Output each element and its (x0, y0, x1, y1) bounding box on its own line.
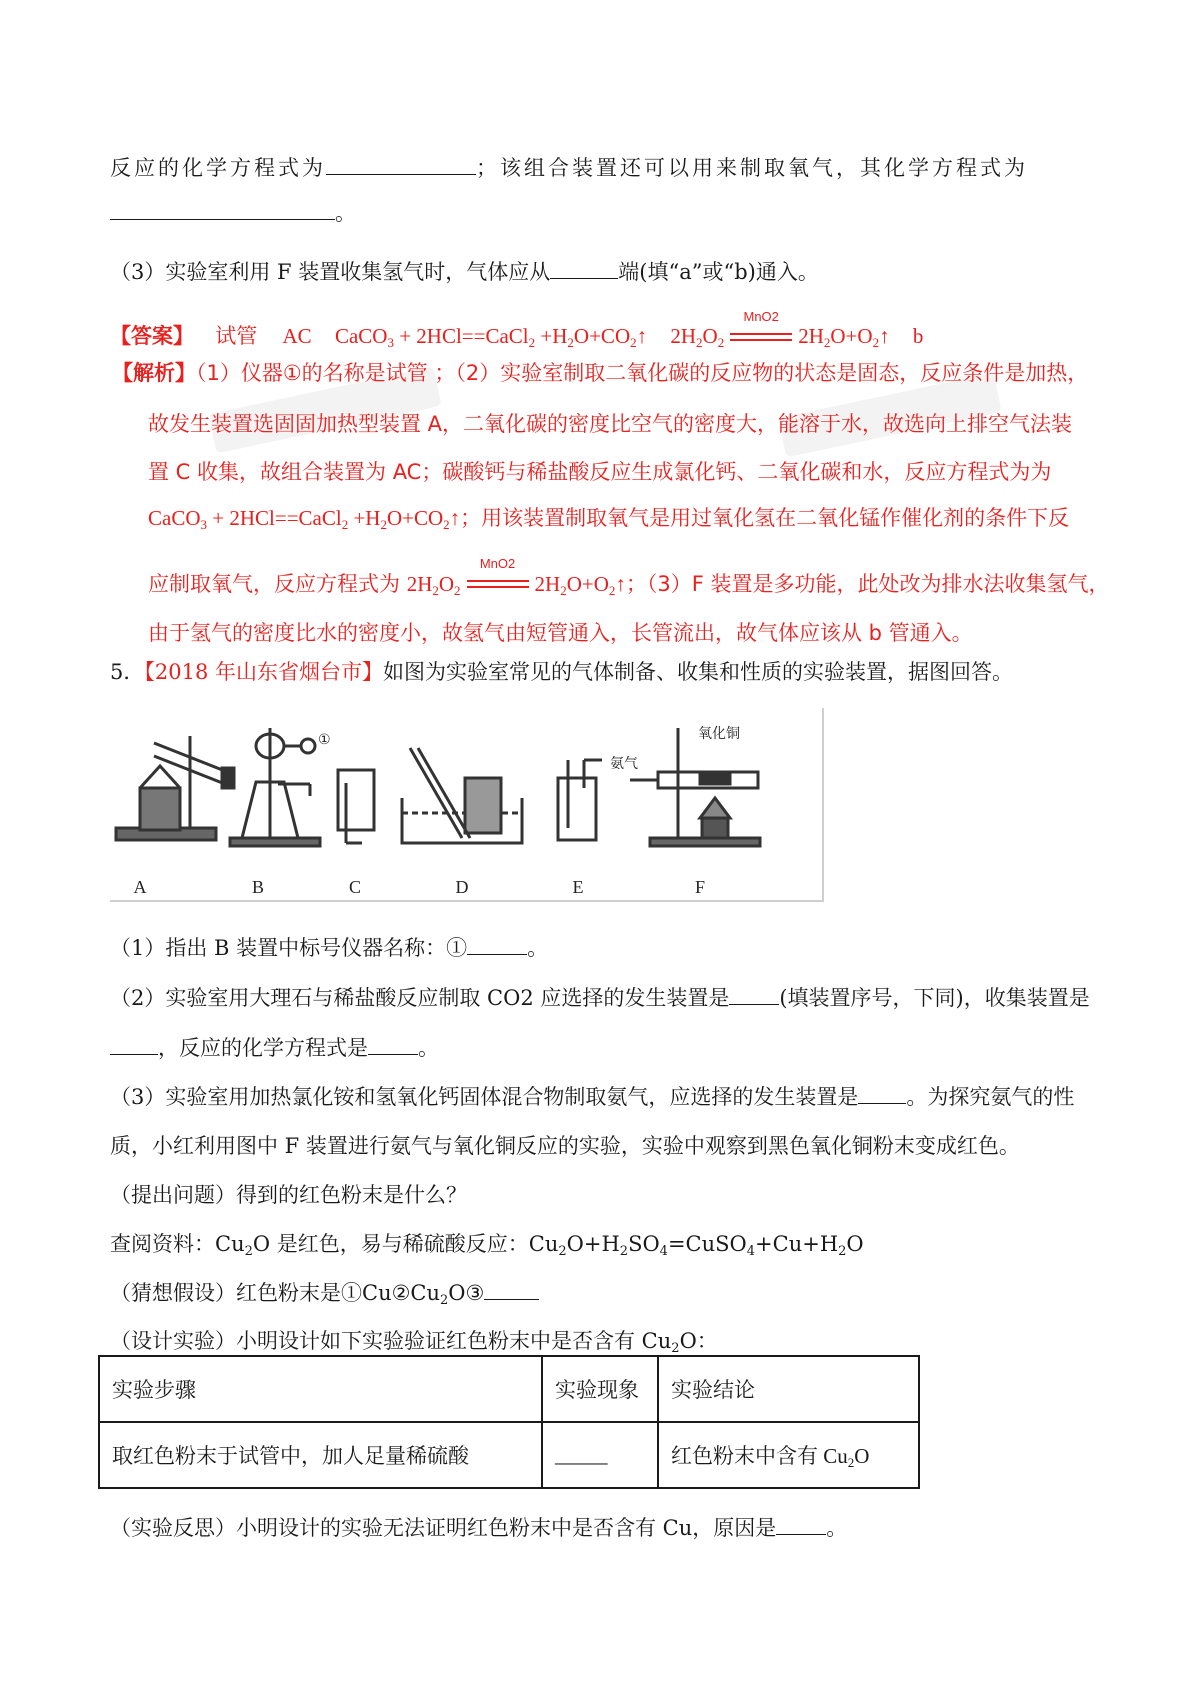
analysis-line-1: 【解析】（1）仪器①的名称是试管 ；（2）实验室制取二氧化碳的反应物的状态是固态，反应条件是加热， (112, 361, 1089, 385)
analysis-line-6: 由于氢气的密度比水的密度小，故氢气由短管通入，长管流出，故气体应该从 b 管通入。 (148, 621, 973, 645)
answer-blank[interactable] (467, 936, 527, 955)
apparatus-a (116, 736, 234, 840)
q5-part2-line2: ，反应的化学方程式是 。 (110, 1032, 1105, 1062)
answer-tag: 【答案】 (110, 324, 194, 348)
apparatus-diagram (110, 708, 822, 900)
q5-problem: （提出问题）得到的红色粉末是什么？ (110, 1183, 467, 1207)
q5-part3-line2: 质，小红利用图中 F 装置进行氨气与氧化铜反应的实验，实验中观察到黑色氧化铜粉末变成红色。 (110, 1134, 1020, 1158)
answer-blank[interactable] (326, 156, 476, 175)
fig-label-d: D (455, 877, 469, 897)
q5-hypothesis: （猜想假设）红色粉末是$①Cu②Cu_2O③$ (110, 1277, 1105, 1308)
analysis-line-4: CaCO$_3$ + 2HCl==CaCl$_2$ $+H_2O+CO_2↑$；用该装置制取氧气是用过氧化氢在二氧化锰作催化剂的条件下反 (148, 506, 1070, 532)
catalyst-arrow: MnO2 (467, 574, 529, 596)
fig-cuo-label: 氧化铜 (698, 726, 740, 742)
q5-reflection: （实验反思）小明设计的实验无法证明红色粉末中是否含有 Cu，原因是 。 (110, 1516, 848, 1540)
table-cell-phenomenon[interactable]: _____ (542, 1422, 658, 1488)
q5-part2-line1: （2）实验室用大理石与稀盐酸反应制取 CO2 应选择的发生装置是 (填装置序号，下同)，收集装置是 (110, 986, 1090, 1010)
answer-line: 【答案】 试管 AC CaCO$_3$ + 2HCl==CaCl$_2$ $+H_2O+CO_2↑$ $2H_2O_2$ MnO2 $2H_2O+O_2↑$ b (110, 309, 924, 350)
table-cell-step: 取红色粉末于试管中，加人足量稀硫酸 (99, 1422, 542, 1488)
apparatus-e (558, 760, 602, 840)
q5-design: （设计实验）小明设计如下实验验证红色粉末中是否含有 $Cu_2O$： (110, 1329, 718, 1356)
apparatus-d (402, 748, 522, 843)
answer-blank[interactable] (110, 1036, 158, 1055)
answer-blank[interactable] (110, 201, 335, 220)
table-header-row (99, 1356, 919, 1422)
answer-blank[interactable] (729, 986, 779, 1005)
table-header: 实验现象 (542, 1356, 658, 1422)
fig-ammonia-label: 氨气 (610, 756, 638, 772)
table-cell-conclusion: 红色粉末中含有 $Cu_2O$ (658, 1422, 919, 1488)
apparatus-f (630, 728, 760, 846)
apparatus-c (338, 770, 374, 843)
fig-label-e: E (572, 877, 584, 897)
q5-stem: 5．【2018 年山东省烟台市】如图为实验室常见的气体制备、收集和性质的实验装置，据图回答。 (110, 660, 1013, 684)
catalyst-arrow: MnO2 (730, 327, 792, 349)
q5-part1: （1）指出 B 装置中标号仪器名称：① 。 (110, 936, 549, 960)
experiment-table (98, 1355, 920, 1489)
analysis-line-3: 置 C 收集，故组合装置为 AC；碳酸钙与稀盐酸反应生成氯化钙、二氧化碳和水，反应方程式为为 (148, 460, 1052, 484)
answer-blank[interactable] (368, 1036, 418, 1055)
table-header: 实验结论 (658, 1356, 919, 1422)
q5-source: 【2018 年山东省烟台市】 (144, 660, 383, 684)
fig-label-a: A (133, 877, 147, 897)
answer-blank[interactable] (858, 1085, 906, 1104)
answer-blank[interactable] (550, 260, 618, 279)
answer-blank[interactable] (484, 1281, 539, 1300)
q5-part3-line1: （3）实验室用加热氯化铵和氢氧化钙固体混合物制取氨气，应选择的发生装置是 。为探究氨气的性 (110, 1085, 1075, 1109)
analysis-line-5: 应制取氧气，反应方程式为 $2H_2O_2$ MnO2 $2H_2O+O_2↑$；（3）F 装置是多功能，此处改为排水法收集氢气， (148, 556, 1110, 598)
prev-question-line-1: 反应的化学方程式为 ；该组合装置还可以用来制取氧气，其化学方程式为 (110, 156, 1028, 180)
fig-label-f: F (694, 877, 706, 897)
q5-reference: 查阅资料：$Cu_2O$ 是红色，易与稀硫酸反应：$Cu_2O+H_2SO_4=CuSO_4+Cu+H_2O$ (110, 1232, 864, 1259)
answer-blank[interactable] (776, 1516, 826, 1535)
apparatus-figure (110, 708, 824, 902)
fig-label-b: B (251, 877, 265, 897)
apparatus-b (230, 728, 320, 846)
prev-question-line-2: 。 (110, 197, 1105, 227)
fig-label-c: C (348, 877, 362, 897)
table-row (99, 1422, 919, 1488)
fig-mark-1: ① (318, 732, 331, 748)
prev-question-line-3: （3）实验室利用 F 装置收集氢气时，气体应从 端(填“a”或“b)通入。 (110, 260, 819, 284)
table-header: 实验步骤 (99, 1356, 542, 1422)
analysis-line-2: 故发生装置选固固加热型装置 A，二氧化碳的密度比空气的密度大，能溶于水，故选向上排空气法装 (148, 412, 1073, 436)
